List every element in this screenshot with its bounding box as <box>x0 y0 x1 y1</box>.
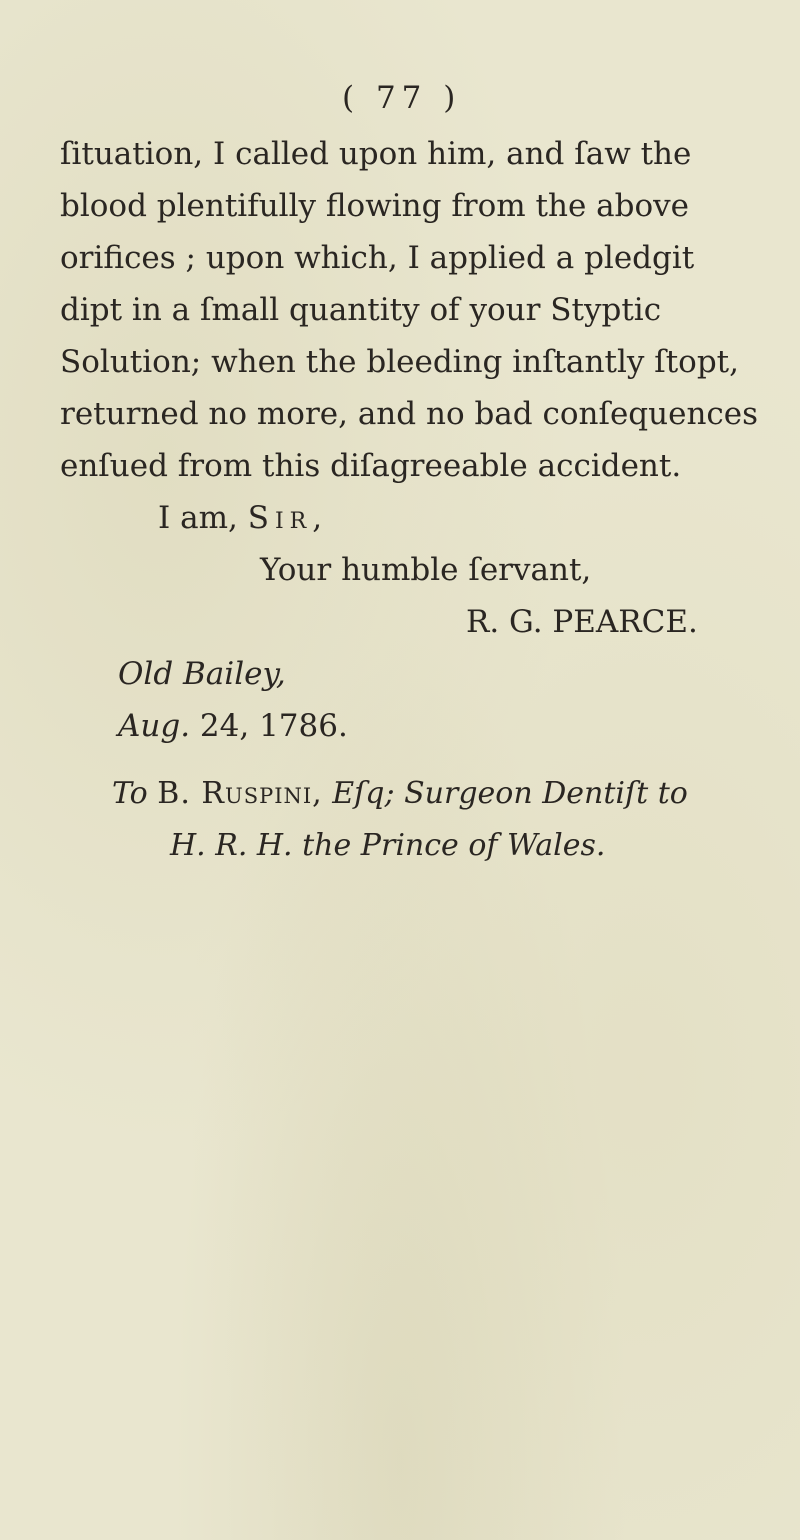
date-month: Aug. <box>118 708 191 744</box>
date-rest: 24, 1786. <box>199 708 348 744</box>
page-number: ( 77 ) <box>342 80 462 116</box>
text-line-7: enſued from this diſagreeable accident. <box>60 448 682 484</box>
text-line-3: orifices ; upon which, I applied a pledgit <box>60 240 695 276</box>
text-line-5: Solution; when the bleeding inſtantly ſtopt, <box>60 344 739 380</box>
text-line-4: dipt in a ſmall quantity of your Styptic <box>60 292 662 328</box>
text-line-2: blood plentifully flowing from the above <box>60 188 689 224</box>
address-name: B. Ruspini, <box>157 776 323 811</box>
place: Old Bailey, <box>118 656 286 692</box>
closing-greeting <box>158 498 328 538</box>
text-line-1: ſituation, I called upon him, and ſaw the <box>60 136 692 172</box>
address-title: Eſq; Surgeon Dentiſt to <box>332 776 688 811</box>
address-to: To <box>112 776 148 811</box>
date <box>118 706 348 746</box>
address-line-2: H. R. H. the Prince of Wales. <box>170 828 606 863</box>
greeting-prefix: I am, <box>158 500 238 536</box>
text-line-6: returned no more, and no bad conſequences <box>60 396 759 432</box>
greeting-sir: Sir, <box>247 500 329 536</box>
signature: R. G. PEARCE. <box>466 604 698 640</box>
address-line-1 <box>112 774 688 814</box>
valediction: Your humble ſervant, <box>260 552 592 588</box>
